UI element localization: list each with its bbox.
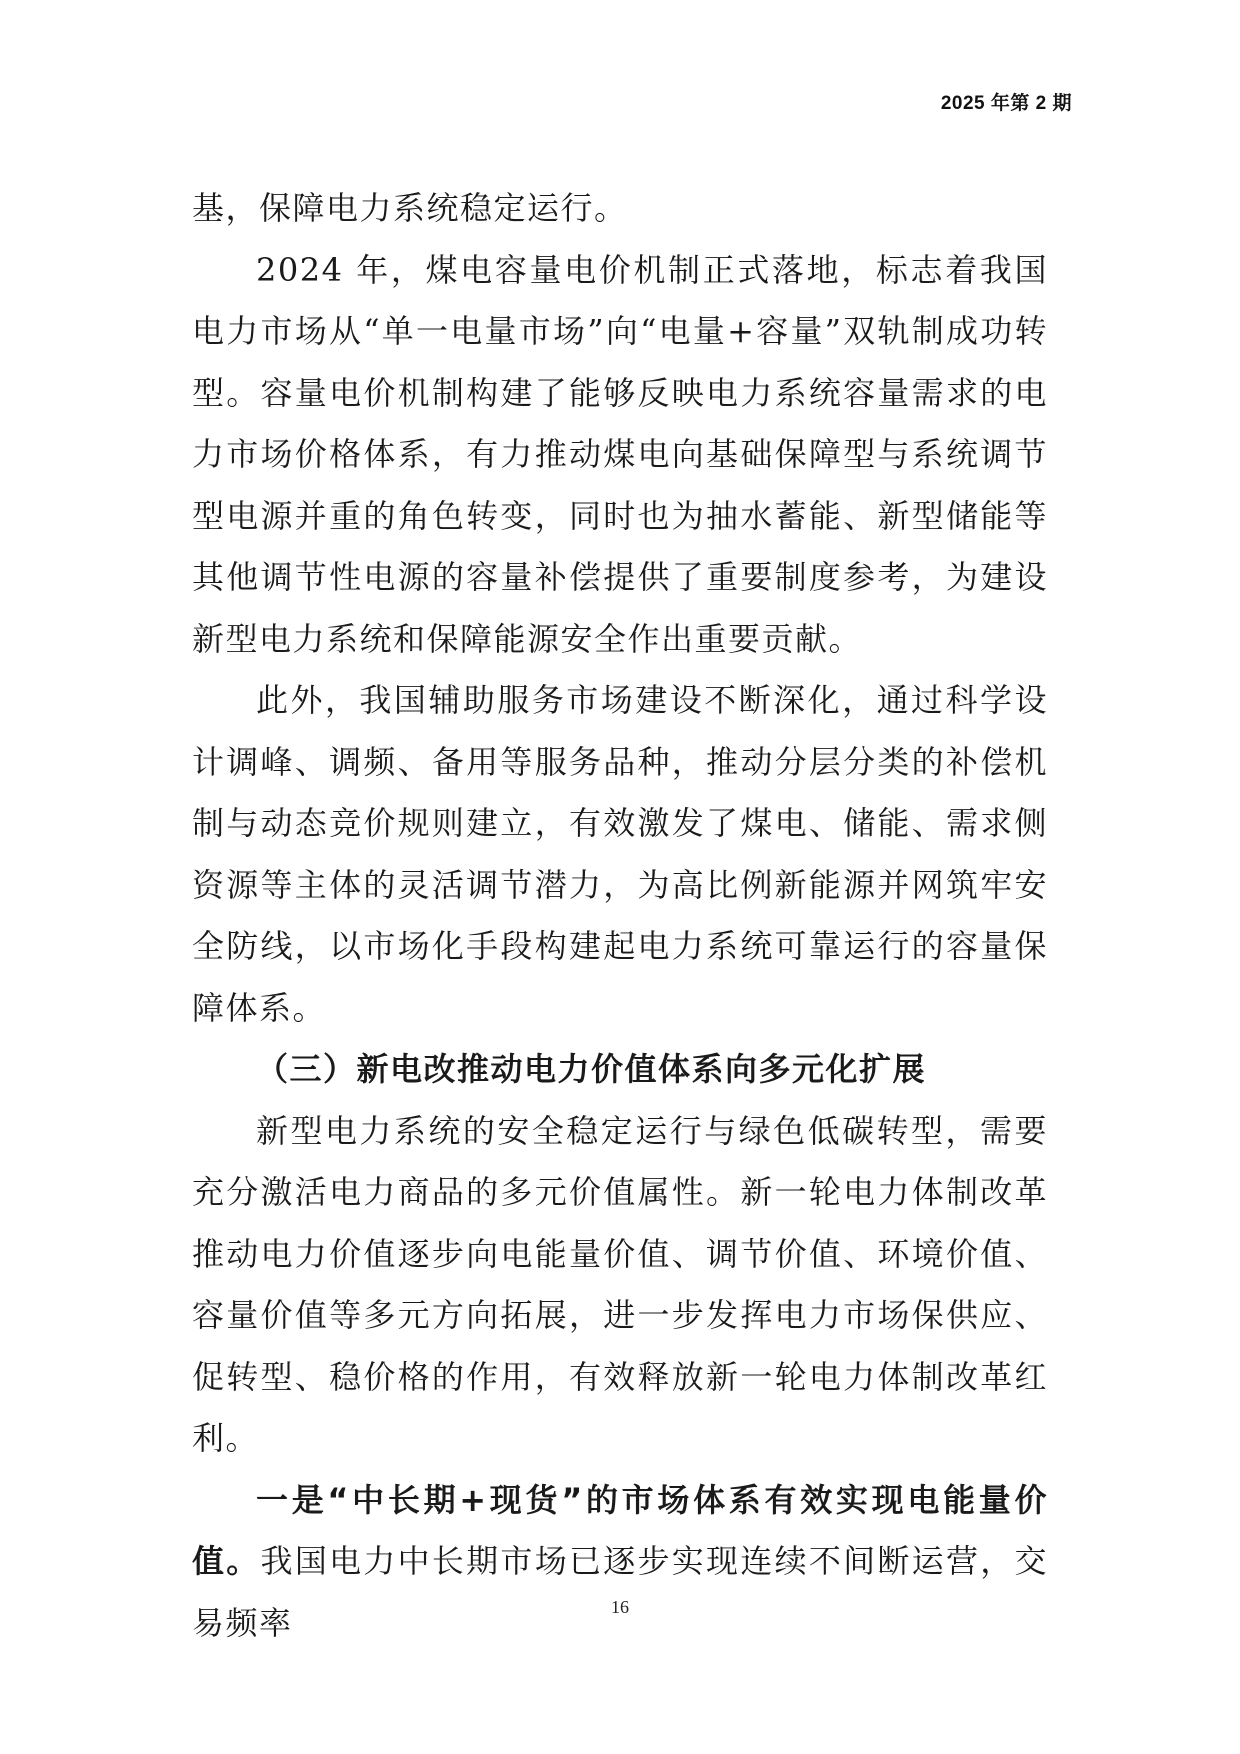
- paragraph: [192, 1470, 1048, 1655]
- paragraph: 新型电力系统的安全稳定运行与绿色低碳转型，需要充分激活电力商品的多元价值属性。新一轮电力体制改革推动电力价值逐步向电能量价值、调节价值、环境价值、容量价值等多元方向拓展，进一步发挥电力市场保供应、促转型、稳价格的作用，有效释放新一轮电力体制改革红利。: [192, 1111, 1048, 1457]
- section-heading: （三）新电改推动电力价值体系向多元化扩展: [256, 1050, 927, 1088]
- paragraph: 此外，我国辅助服务市场建设不断深化，通过科学设计调峰、调频、备用等服务品种，推动分层分类的补偿机制与动态竞价规则建立，有效激发了煤电、储能、需求侧资源等主体的灵活调节潜力，为高比例新能源并网筑牢安全防线，以市场化手段构建起电力系统可靠运行的容量保障体系。: [192, 681, 1048, 1027]
- paragraph-continuation: 基，保障电力系统稳定运行。: [192, 189, 628, 227]
- issue-header: 2025 年第 2 期: [940, 93, 1072, 114]
- paragraph: 2024 年，煤电容量电价机制正式落地，标志着我国电力市场从“单一电量市场”向“电量+容量”双轨制成功转型。容量电价机制构建了能够反映电力系统容量需求的电力市场价格体系，有力推动煤电向基础保障型与系统调节型电源并重的角色转变，同时也为抽水蓄能、新型储能等其他调节性电源的容量补偿提供了重要制度参考，为建设新型电力系统和保障能源安全作出重要贡献。: [192, 250, 1048, 658]
- page-number: 16: [611, 1597, 629, 1617]
- paragraph-lead: 一是“中长期+现货”的市场体系有效实现电能量价值。: [192, 1480, 1048, 1580]
- paragraph-text: 我国电力中长期市场已逐步实现连续不间断运营，交易频率: [192, 1542, 1048, 1642]
- article-body: [192, 178, 1048, 1654]
